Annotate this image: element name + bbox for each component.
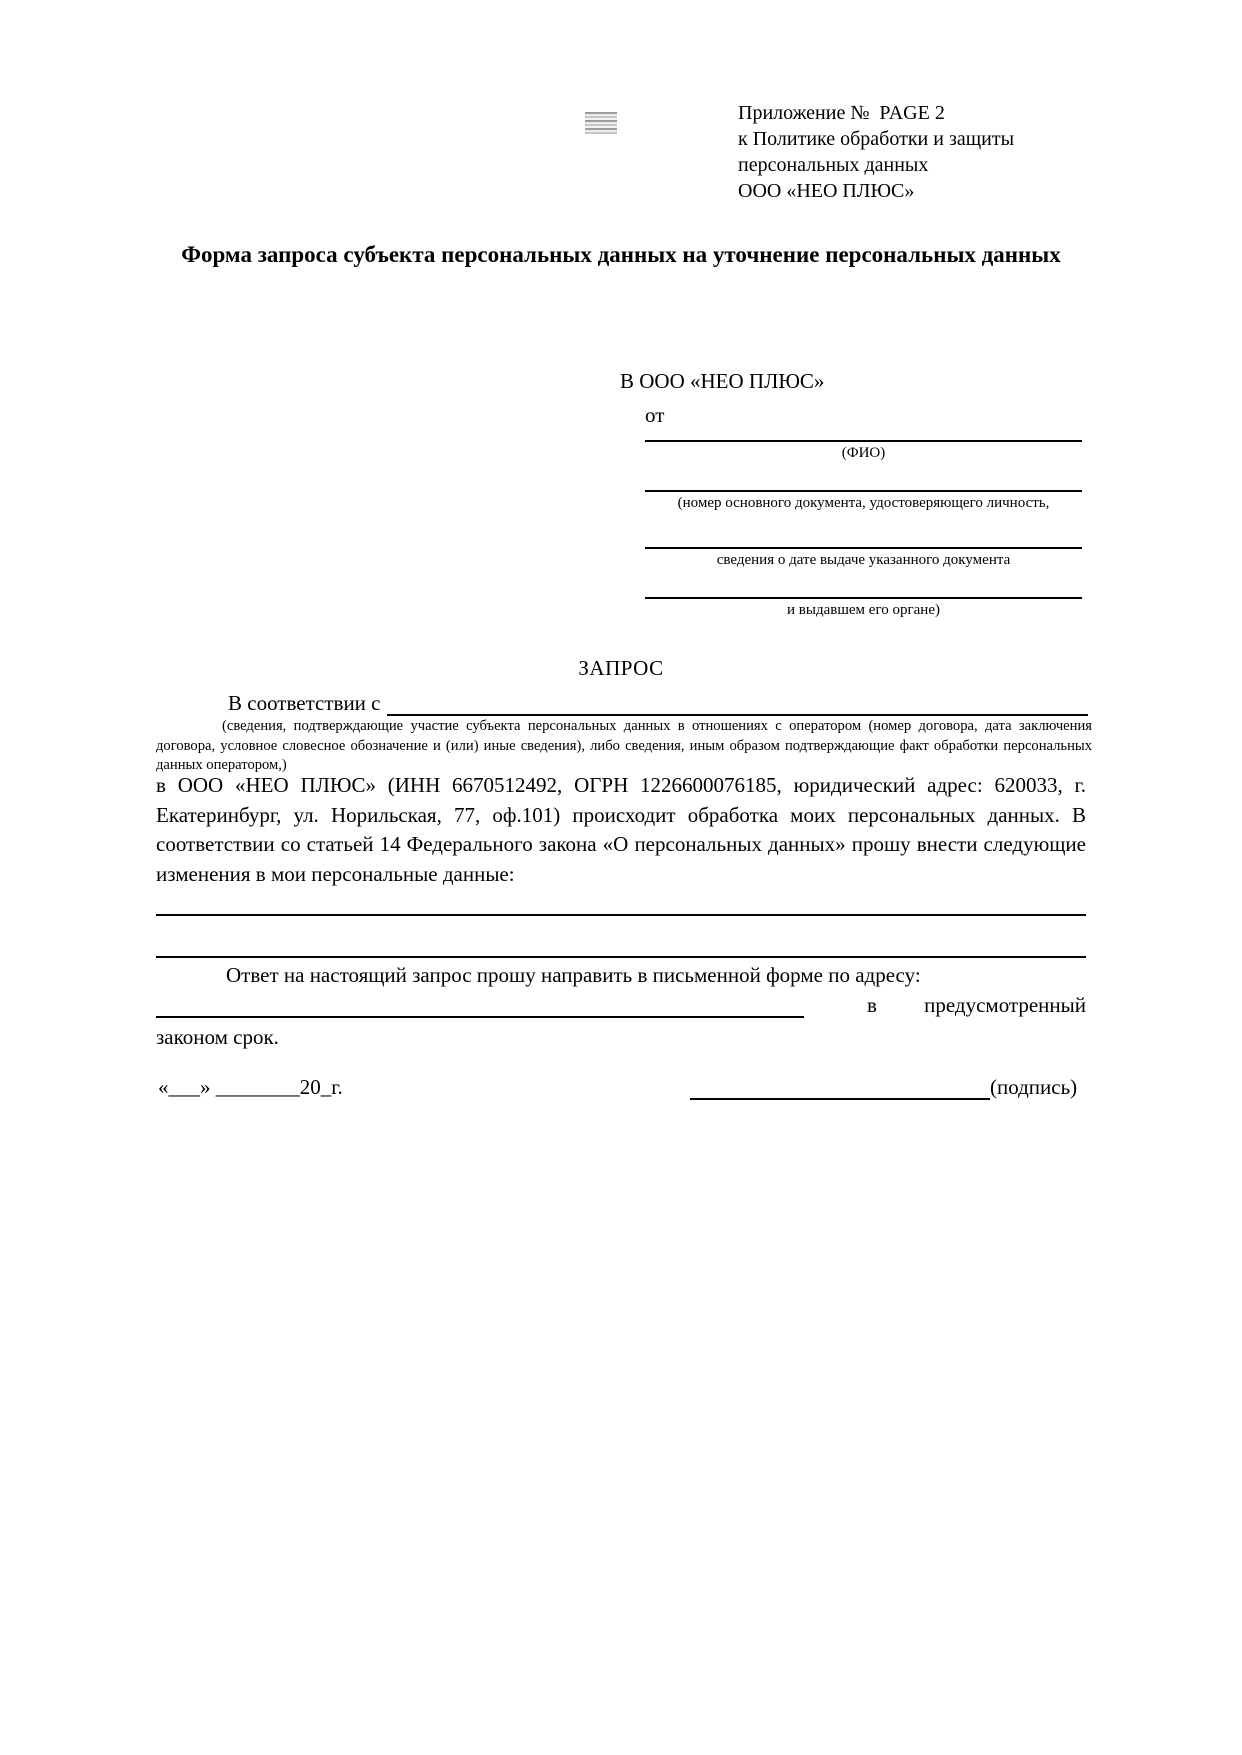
signature-blank-line [690, 1062, 990, 1100]
intro-row [156, 690, 1088, 716]
details-blank-line-2 [156, 932, 1086, 958]
intro-blank-line [387, 692, 1089, 716]
date-line: «___» ________20_г. [158, 1075, 343, 1099]
issuer-blank-line [645, 597, 1082, 619]
addressee-from-label: от [645, 403, 665, 427]
request-heading: ЗАПРОС [578, 656, 664, 680]
addressee-to: В ООО «НЕО ПЛЮС» [620, 369, 825, 393]
appendix-header [738, 100, 1014, 204]
signature-caption: (подпись) [990, 1075, 1078, 1099]
fine-print-note: (сведения, подтверждающие участие субъекта персональных данных в отношениях с оператором (номер договора, дата заключения договора, условное словесное обозначение и (или) иные сведения), либо сведения, иным образом подтверждающие факт обработки персональных данных оператором,) [156, 718, 1092, 774]
intro-text: В соответствии с [228, 691, 381, 715]
header-artifact-icon [585, 112, 617, 134]
fio-blank-line [645, 440, 1082, 462]
policy-line-2: персональных данных [738, 154, 929, 176]
issue-date-caption: сведения о дате выдаче указанного документа [716, 552, 1011, 568]
policy-line-1: к Политике обработки и защиты [738, 128, 1015, 150]
doc-number-blank-line [645, 490, 1082, 512]
signature-group [690, 1062, 1077, 1100]
details-blank-line-1 [156, 890, 1086, 916]
request-body: в ООО «НЕО ПЛЮС» (ИНН 6670512492, ОГРН 1226600076185, юридический адрес: 620033, г. Екатеринбург, ул. Норильская, 77, оф.101) происходит обработка моих персональных данных. В соответствии со статьей 14 Федерального закона «О персональных данных» прошу внести следующие изменения в мои персональные данные: [156, 773, 1086, 886]
company-name-line: ООО «НЕО ПЛЮС» [738, 180, 915, 202]
appendix-number-line: Приложение № PAGE 2 [738, 102, 945, 124]
response-lead: Ответ на настоящий запрос прошу направить в письменной форме по адресу: [226, 963, 921, 987]
response-tail: в предусмотренный [866, 993, 1086, 1017]
response-tail-2: законом срок. [156, 1025, 279, 1049]
issue-date-blank-line [645, 547, 1082, 569]
issuer-caption: и выдавшем его органе) [787, 602, 940, 618]
address-blank-line [156, 992, 804, 1018]
address-row [156, 992, 1086, 1018]
document-title: Форма запроса субъекта персональных данных на уточнение персональных данных [181, 242, 1061, 267]
fio-caption: (ФИО) [841, 445, 886, 461]
doc-number-caption: (номер основного документа, удостоверяющего личность, [677, 495, 1050, 511]
